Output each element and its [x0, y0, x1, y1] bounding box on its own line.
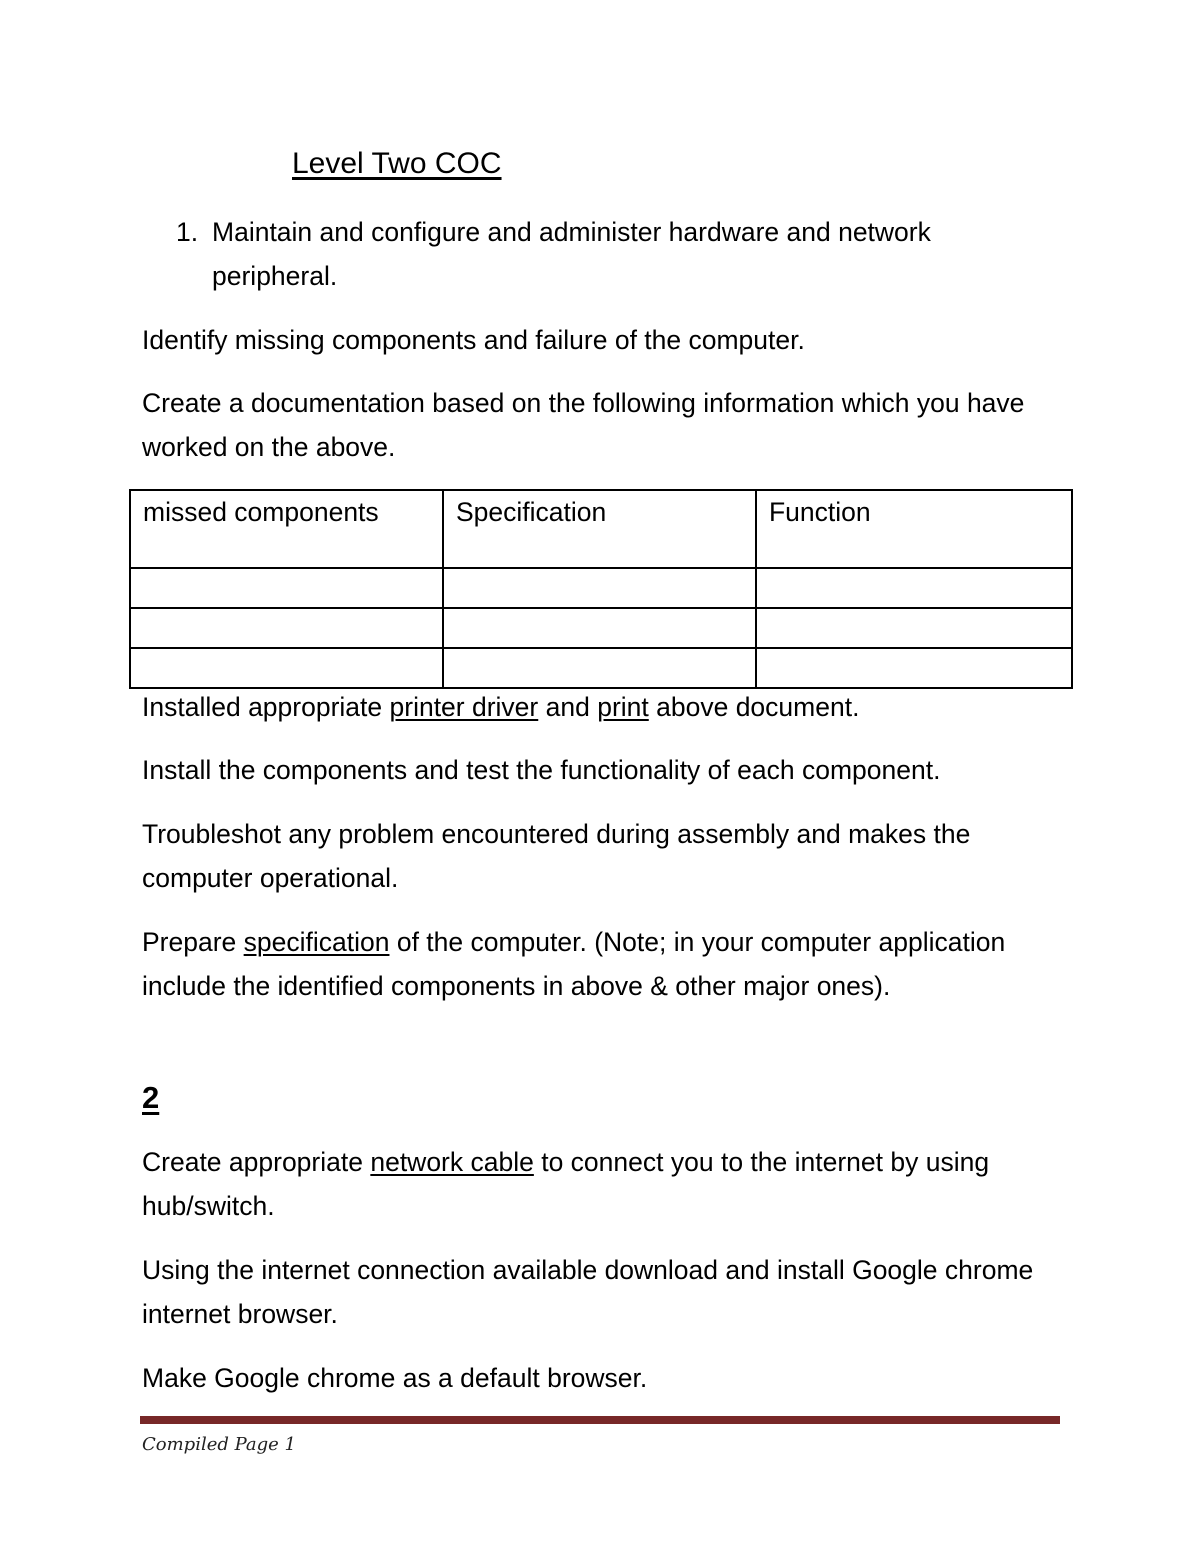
network-cable-term: network cable — [370, 1147, 534, 1177]
download-chrome-paragraph: Using the internet connection available download and install Google chrome internet browser. — [142, 1255, 1034, 1329]
prepare-text-1: Prepare — [142, 927, 244, 957]
table-cell — [756, 648, 1072, 688]
print-term: print — [597, 692, 649, 722]
header-missed-components: missed components — [130, 490, 443, 568]
task-heading: Maintain and configure and administer hardware and network peripheral. — [212, 217, 931, 291]
header-specification: Specification — [443, 490, 756, 568]
install-components-paragraph: Install the components and test the functionality of each component. — [142, 755, 941, 785]
cable-text-2: to connect you to the internet by using hub/switch. — [142, 1147, 990, 1221]
section-number-2: 2 — [142, 1080, 160, 1115]
create-documentation-paragraph: Create a documentation based on the following information which you have worked on the above. — [142, 388, 1025, 462]
network-cable-paragraph — [142, 1140, 1062, 1228]
table-cell — [756, 608, 1072, 648]
table-cell — [443, 568, 756, 608]
printer-driver-term: printer driver — [389, 692, 539, 722]
specification-term: specification — [243, 927, 390, 957]
footer-page-label: Compiled Page 1 — [142, 1434, 296, 1455]
installed-text-2: and — [538, 692, 598, 722]
table-cell — [443, 608, 756, 648]
document-title: Level Two COC — [292, 147, 502, 180]
table-cell — [443, 648, 756, 688]
prepare-text-2: of the computer. (Note; in your computer application include the identified components in above & other major ones). — [142, 927, 1006, 1001]
table-row — [130, 568, 1072, 608]
table-row — [130, 648, 1072, 688]
prepare-specification-paragraph — [142, 920, 1062, 1008]
troubleshoot-paragraph: Troubleshot any problem encountered during assembly and makes the computer operational. — [142, 819, 971, 893]
table-row — [130, 608, 1072, 648]
table-cell — [756, 568, 1072, 608]
installed-text-1: Installed appropriate — [142, 692, 390, 722]
installed-printer-paragraph — [142, 685, 1062, 729]
table-cell — [130, 608, 443, 648]
footer-divider — [140, 1416, 1060, 1424]
components-table — [129, 489, 1073, 689]
installed-text-3: above document. — [648, 692, 860, 722]
table-cell — [130, 648, 443, 688]
identify-paragraph: Identify missing components and failure of the computer. — [142, 325, 805, 355]
table-header-row — [130, 490, 1072, 568]
list-number-1: 1. — [176, 217, 199, 247]
header-function: Function — [756, 490, 1072, 568]
cable-text-1: Create appropriate — [142, 1147, 371, 1177]
table-cell — [130, 568, 443, 608]
default-browser-paragraph: Make Google chrome as a default browser. — [142, 1363, 648, 1393]
